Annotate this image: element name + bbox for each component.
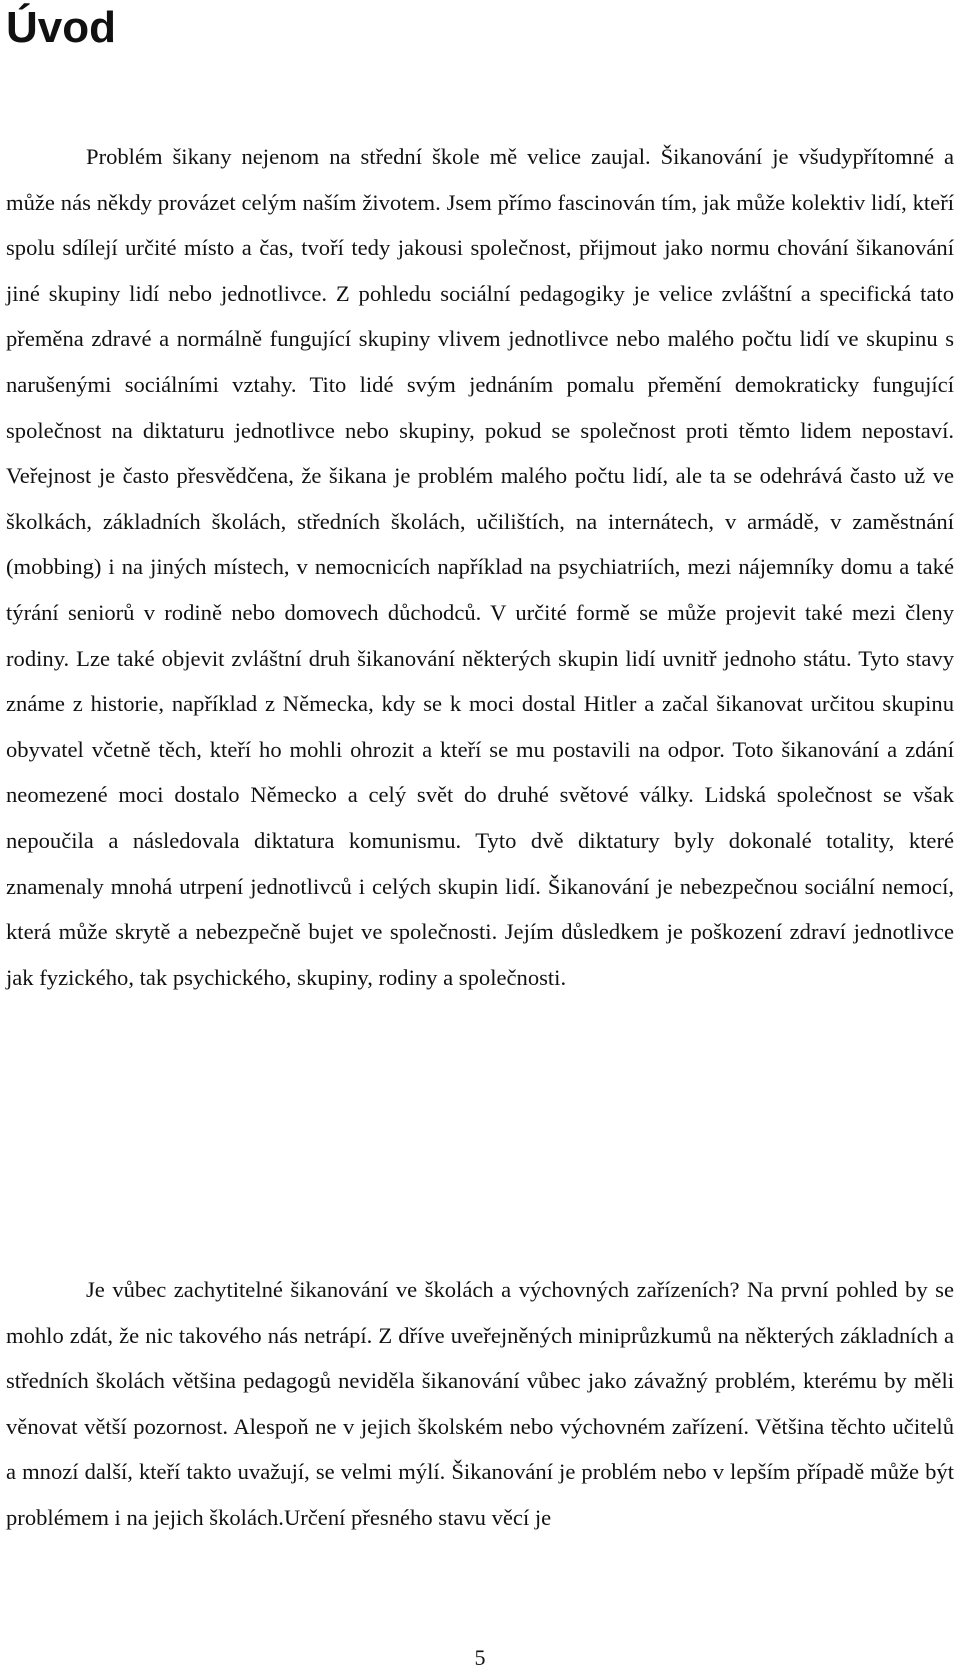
paragraph-intro: Problém šikany nejenom na střední škole mě velice zaujal. Šikanování je všudypřítomné a může nás někdy provázet celým naším životem. Jsem přímo fascinován tím, jak může kolektiv lidí, kteří spolu sdílejí určité místo a čas, tvoří tedy jakousi společnost, přijmout jako normu chování šikanování jiné skupiny lidí nebo jednotlivce. Z pohledu sociální pedagogiky je velice zvláštní a specifická tato přeměna zdravé a normálně fungující skupiny vlivem jednotlivce nebo malého počtu lidí ve skupinu s narušenými sociálními vztahy. Tito lidé svým jednáním pomalu přemění demokraticky fungující společnost na diktaturu jednotlivce nebo skupiny, pokud se společnost proti těmto lidem nepostaví. Veřejnost je často přesvědčena, že šikana je problém malého počtu lidí, ale ta se odehrává často už ve školkách, základních školách, středních školách, učilištích, na internátech, v armádě, v zaměstnání (mobbing) i na jiných místech, v nemocnicích například na psychiatriích, mezi nájemníky domu a také týrání seniorů v rodině nebo domovech důchodců. V určité formě se může projevit také mezi členy rodiny. Lze také objevit zvláštní druh šikanování některých skupin lidí uvnitř jednoho státu. Tyto stavy známe z historie, například z Německa, kdy se k moci dostal Hitler a začal šikanovat určitou skupinu obyvatel včetně těch, kteří ho mohli ohrozit a kteří se mu postavili na odpor. Toto šikanování a zdání neomezené moci dostalo Německo a celý svět do druhé světové války. Lidská společnost se však nepoučila a následovala diktatura komunismu. Tyto dvě diktatury byly dokonalé totality, které znamenaly mnohá utrpení jednotlivců i celých skupin lidí. Šikanování je nebezpečnou sociální nemocí, která může skrytě a nebezpečně bujet ve společnosti. Jejím důsledkem je poškození zdraví jednotlivce jak fyzického, tak psychického, skupiny, rodiny a společnosti. xyxy=(6,144,954,990)
page-title: Úvod xyxy=(6,3,116,52)
page-number: 5 xyxy=(474,1645,486,1670)
paragraph-second: Je vůbec zachytitelné šikanování ve školách a výchovných zařízeních? Na první pohled by se mohlo zdát, že nic takového nás netrápí. Z dříve uveřejněných miniprůzkumů na některých základních a středních školách většina pedagogů neviděla šikanování vůbec jako závažný problém, kterému by měli věnovat větší pozornost. Alespoň ne v jejich školském nebo výchovném zařízení. Většina těchto učitelů a mnozí další, kteří takto uvažují, se velmi mýlí. Šikanování je problém nebo v lepším případě může být problémem i na jejich školách.Určení přesného stavu věcí je xyxy=(6,1277,954,1530)
